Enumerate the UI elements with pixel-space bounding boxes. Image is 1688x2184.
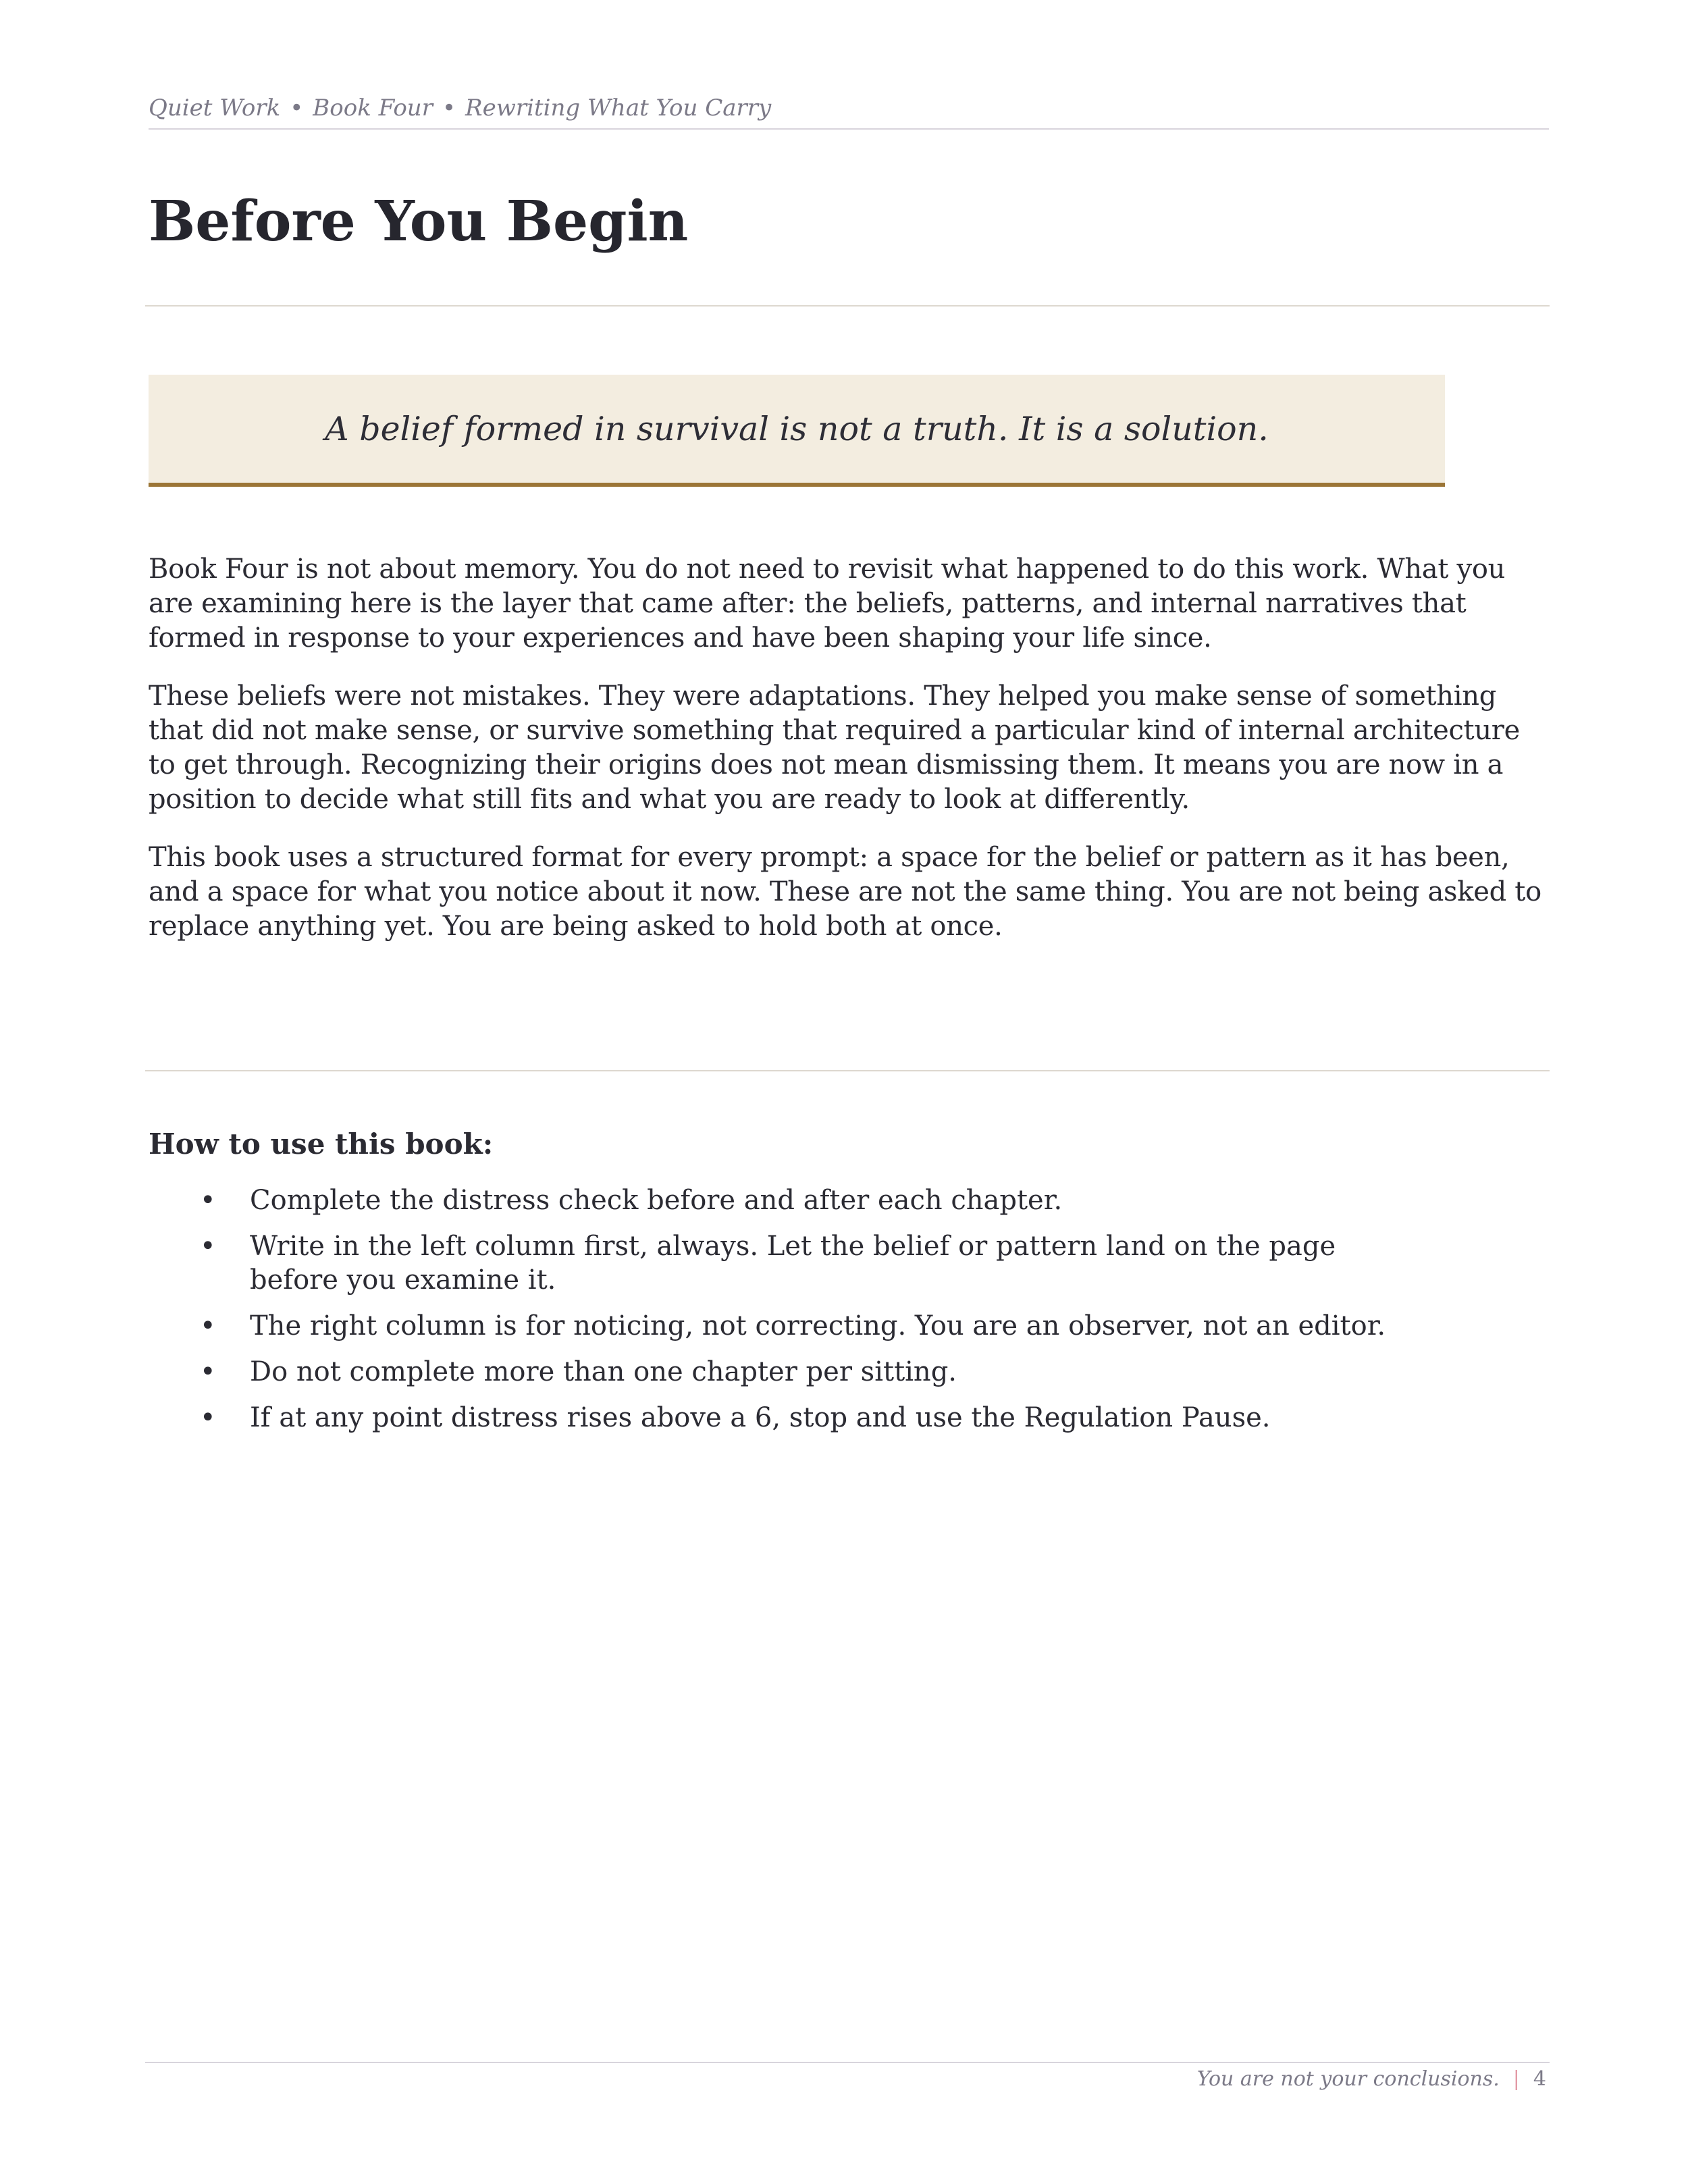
pull-quote-text: A belief formed in survival is not a truth. It is a solution. bbox=[325, 409, 1269, 448]
bullet-icon: • bbox=[200, 1231, 216, 1262]
how-to-list bbox=[149, 1183, 1553, 1435]
how-to-section bbox=[149, 1127, 1553, 1447]
bullet-icon: • bbox=[200, 1310, 216, 1341]
page-title: Before You Begin bbox=[149, 189, 689, 254]
paragraph: Book Four is not about memory. You do not need to revisit what happened to do this work. What you are examining here is the layer that came after: the beliefs, patterns, and internal narratives that formed in response to your experiences and have been shaping your life since. bbox=[149, 554, 1506, 654]
paragraph: These beliefs were not mistakes. They were adaptations. They helped you make sense of something that did not make sense, or survive something that required a particular kind of internal architecture to get through. Recognizing their origins does not mean dismissing them. It means you are now in a position to decide what still fits and what you are ready to look at differently. bbox=[149, 681, 1520, 815]
header-separator: • bbox=[290, 95, 304, 122]
running-header bbox=[149, 95, 1549, 130]
list-item bbox=[149, 1183, 1553, 1217]
pull-quote bbox=[149, 375, 1445, 487]
list-item bbox=[149, 1229, 1553, 1297]
list-item-text: If at any point distress rises above a 6, stop and use the Regulation Pause. bbox=[250, 1402, 1271, 1433]
footer-tagline: You are not your conclusions. bbox=[1196, 2067, 1500, 2091]
running-footer bbox=[1197, 2067, 1546, 2091]
list-item bbox=[149, 1401, 1553, 1435]
divider bbox=[145, 305, 1550, 307]
footer-divider bbox=[145, 2062, 1550, 2063]
paragraph: This book uses a structured format for every prompt: a space for the belief or pattern as it has been, and a space for what you notice about it now. These are not the same thing. You are not being asked to replace anything yet. You are being asked to hold both at once. bbox=[149, 842, 1541, 942]
header-subtitle: Rewriting What You Carry bbox=[465, 95, 772, 122]
footer-divider-bar: | bbox=[1512, 2067, 1520, 2091]
list-item-text: The right column is for noticing, not correcting. You are an observer, not an editor. bbox=[250, 1310, 1386, 1341]
how-to-heading: How to use this book: bbox=[149, 1127, 494, 1161]
list-item-text: Write in the left column first, always. Let the belief or pattern land on the page before you examine it. bbox=[250, 1231, 1336, 1296]
header-separator: • bbox=[442, 95, 456, 122]
header-book: Book Four bbox=[313, 95, 433, 122]
page-number: 4 bbox=[1533, 2067, 1546, 2091]
list-item bbox=[149, 1309, 1553, 1343]
intro-body bbox=[149, 552, 1553, 967]
divider bbox=[145, 1070, 1550, 1071]
header-series: Quiet Work bbox=[149, 95, 281, 122]
list-item bbox=[149, 1355, 1553, 1389]
bullet-icon: • bbox=[200, 1402, 216, 1433]
list-item-text: Do not complete more than one chapter per sitting. bbox=[250, 1356, 957, 1387]
list-item-text: Complete the distress check before and after each chapter. bbox=[250, 1185, 1063, 1216]
bullet-icon: • bbox=[200, 1356, 216, 1387]
bullet-icon: • bbox=[200, 1185, 216, 1216]
